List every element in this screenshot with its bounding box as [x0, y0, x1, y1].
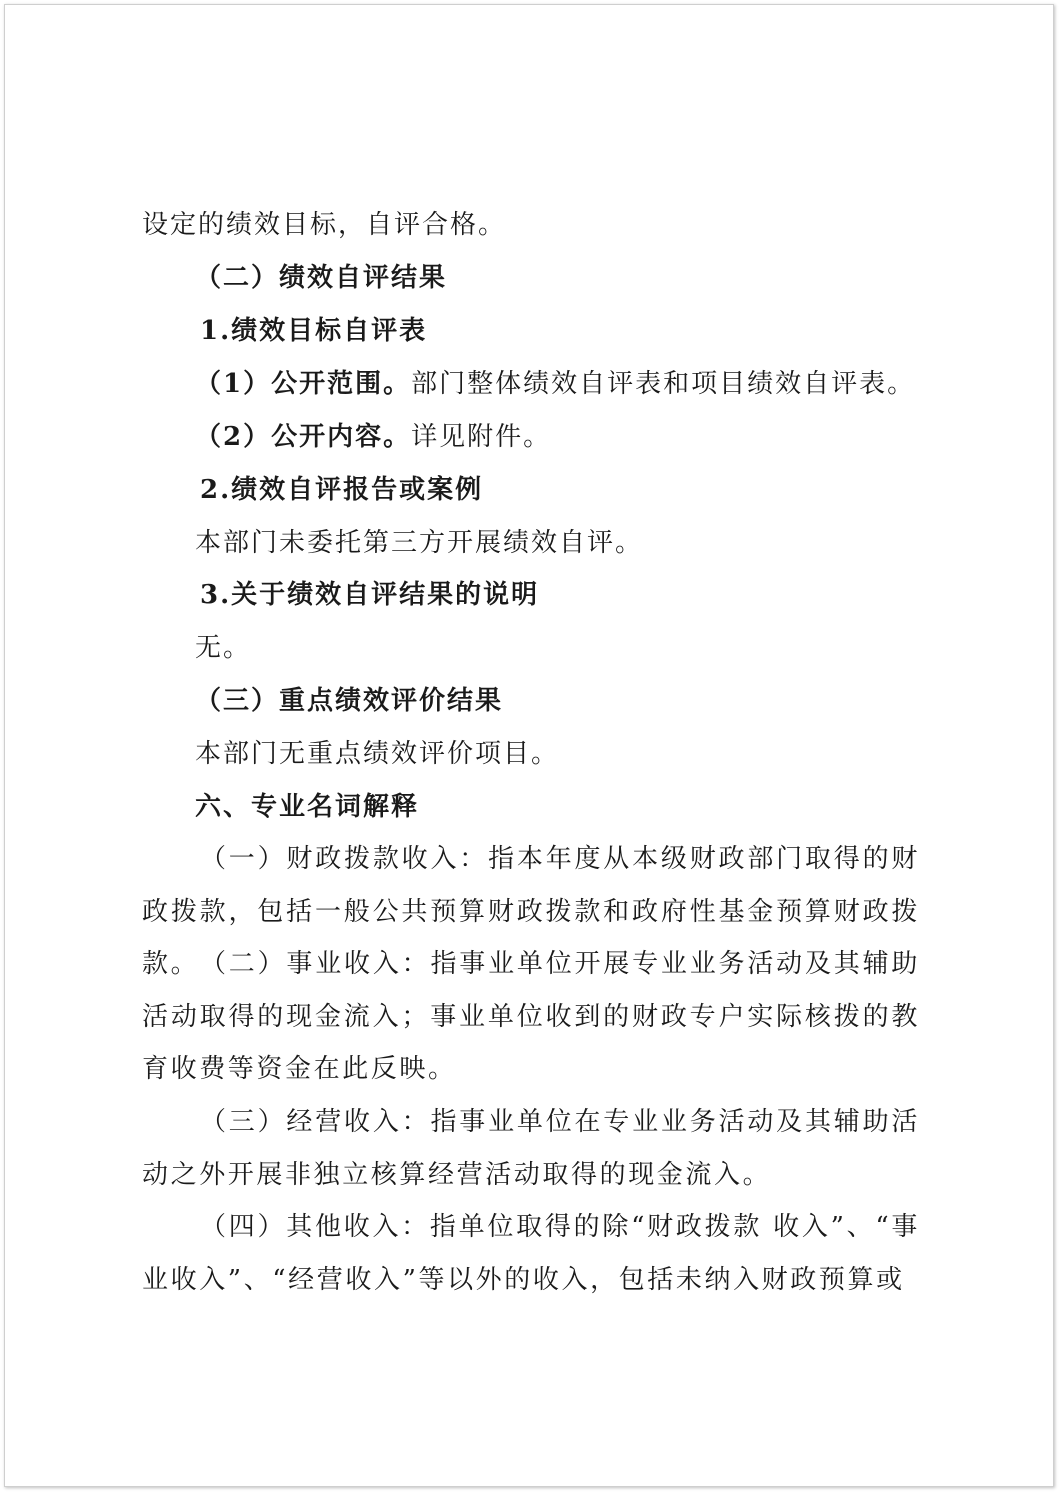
disclosure-content-label: （2）公开内容。: [195, 422, 412, 452]
text-line-no-third-party: 本部门未委托第三方开展绩效自评。: [195, 528, 644, 558]
section-heading-glossary: 六、专业名词解释: [195, 792, 420, 822]
disclosure-scope-text: 部门整体绩效自评表和项目绩效自评表。: [411, 369, 916, 399]
subheading-self-evaluation-table: 1.绩效目标自评表: [200, 316, 428, 346]
disclosure-content-text: 详见附件。: [411, 422, 552, 452]
paragraph-fiscal-appropriation-income: （一）财政拨款收入：指本年度从本级财政部门取得的财政拨款，包括一般公共预算财政拨款和政府性基金预算财政拨款。: [142, 844, 920, 979]
section-heading-key-evaluation: （三）重点绩效评价结果: [195, 686, 504, 716]
text-line-none: 无。: [195, 633, 252, 663]
text-line-disclosure-content: [195, 420, 551, 454]
paragraph-operating-income: （三）经营收入：指事业单位在专业业务活动及其辅助活动之外开展非独立核算经营活动取得的现金流入。: [142, 1107, 920, 1190]
text-line-disclosure-scope: [195, 367, 915, 401]
text-line-1: 设定的绩效目标，自评合格。: [142, 210, 507, 240]
subheading-report-or-case: 2.绩效自评报告或案例: [200, 475, 484, 505]
text-line-no-key-project: 本部门无重点绩效评价项目。: [195, 739, 560, 769]
paragraph-business-income: （二）事业收入：指事业单位开展专业业务活动及其辅助活动取得的现金流入；事业单位收到的财政专户实际核拨的教育收费等资金在此反映。: [142, 949, 920, 1084]
subheading-results-explanation: 3.关于绩效自评结果的说明: [200, 580, 540, 610]
disclosure-scope-label: （1）公开范围。: [195, 369, 412, 399]
paragraph-other-income: （四）其他收入：指单位取得的除“财政拨款 收入”、“事业收入”、“经营收入”等以外的收入，包括未纳入财政预算或: [142, 1212, 920, 1295]
section-heading-performance-results: （二）绩效自评结果: [195, 263, 448, 293]
